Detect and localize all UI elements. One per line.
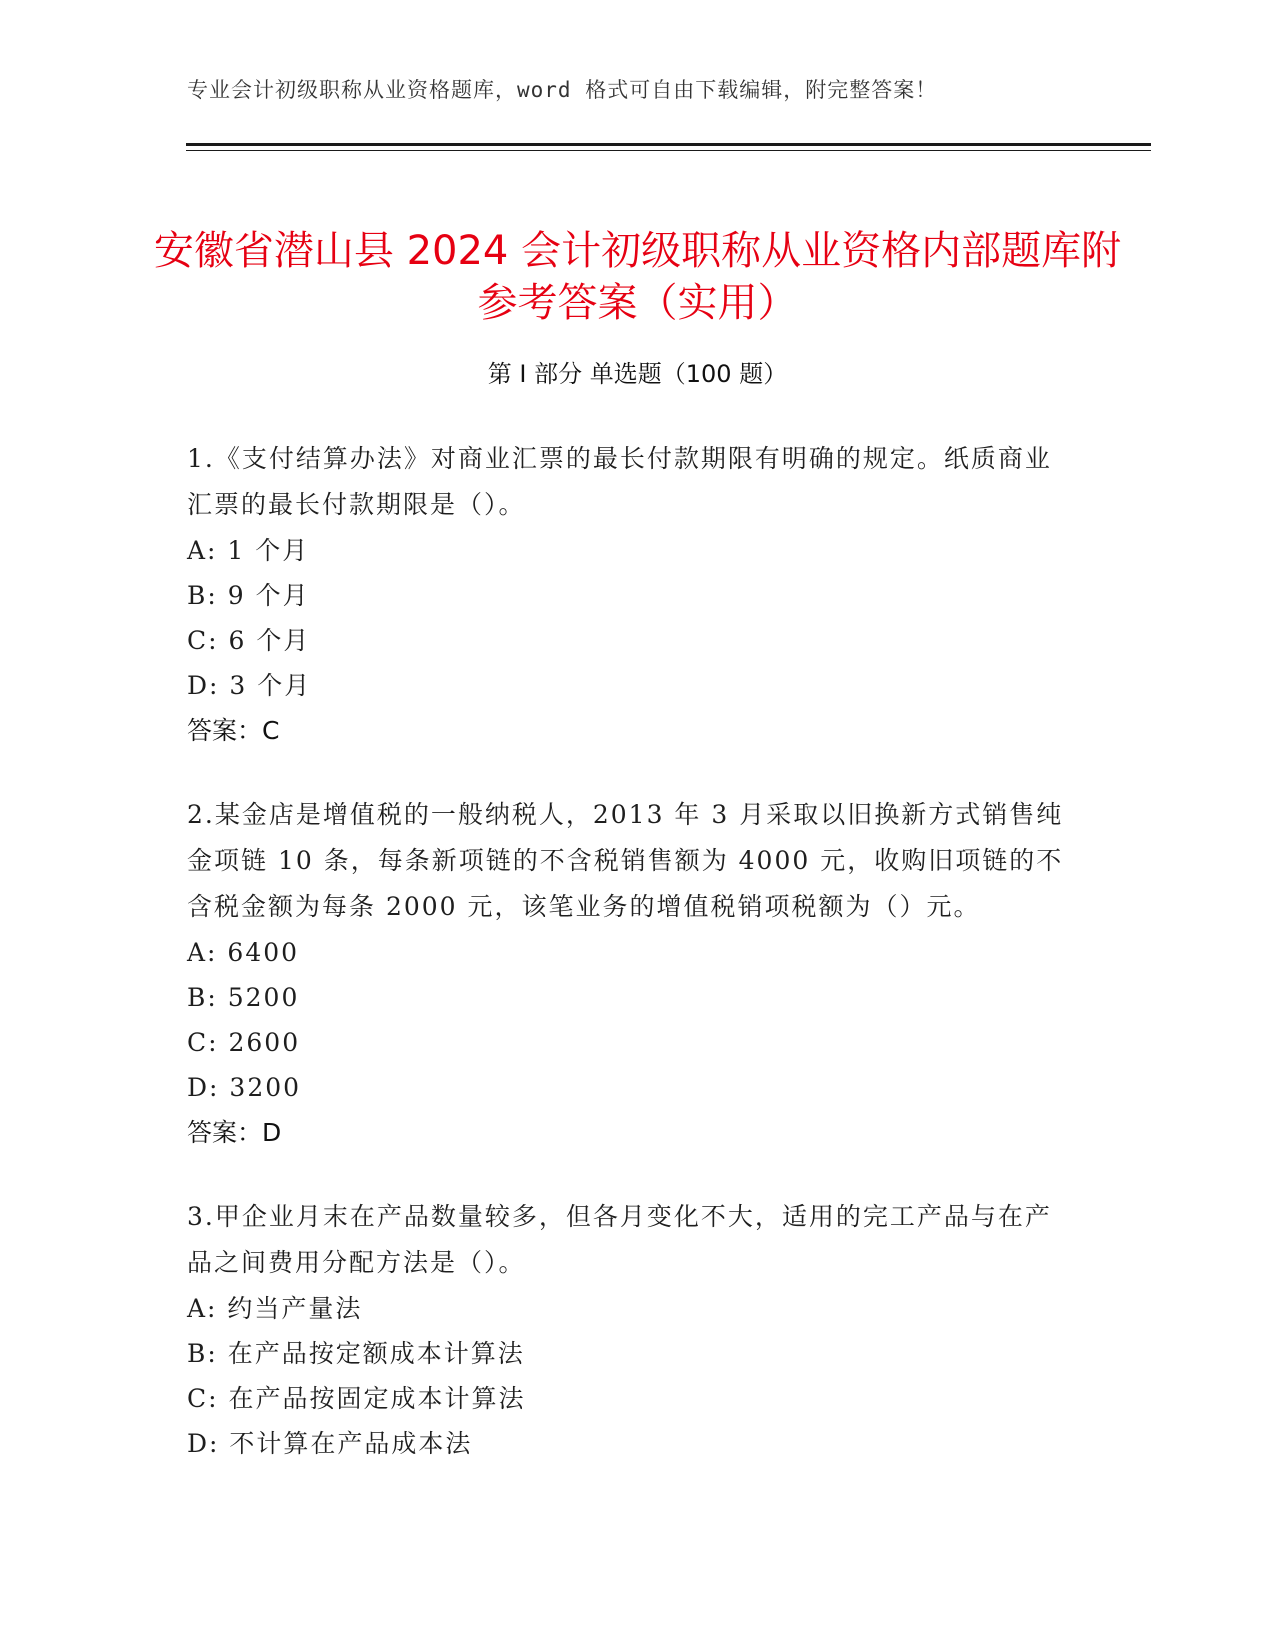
header-divider <box>186 143 1151 146</box>
answer: 答案：D <box>187 1118 282 1147</box>
question-1 <box>187 436 1067 754</box>
question-stem: 2.某金店是增值税的一般纳税人，2013 年 3 月采取以旧换新方式销售纯金项链 10 条，每条新项链的不含税销售额为 4000 元，收购旧项链的不含税金额为每条 2000 元，该笔业务的增值税销项税额为（）元。 <box>187 800 1064 921</box>
question-stem: 1.《支付结算办法》对商业汇票的最长付款期限有明确的规定。纸质商业汇票的最长付款期限是（）。 <box>187 444 1052 519</box>
option-a: A: 1 个月 <box>187 536 310 565</box>
option-c: C: 6 个月 <box>187 626 311 655</box>
header-note: 专业会计初级职称从业资格题库，word 格式可自由下载编辑，附完整答案！ <box>187 78 938 102</box>
answer: 答案：C <box>187 716 280 745</box>
header-divider-thin <box>186 150 1151 151</box>
option-b: B: 9 个月 <box>187 581 310 610</box>
document-title: 安徽省潜山县 2024 会计初级职称从业资格内部题库附参考答案（实用） <box>153 227 1122 326</box>
section-title: 第 I 部分 单选题（100 题） <box>487 360 788 388</box>
option-d: D: 3200 <box>187 1073 302 1102</box>
option-d: D: 不计算在产品成本法 <box>187 1429 473 1458</box>
question-stem: 3.甲企业月末在产品数量较多，但各月变化不大，适用的完工产品与在产品之间费用分配方法是（）。 <box>187 1202 1052 1277</box>
question-3 <box>187 1194 1067 1466</box>
option-b: B: 5200 <box>187 983 300 1012</box>
question-list <box>187 436 1067 1504</box>
question-2 <box>187 792 1067 1156</box>
option-b: B: 在产品按定额成本计算法 <box>187 1339 525 1368</box>
option-c: C: 2600 <box>187 1028 301 1057</box>
option-a: A: 6400 <box>187 938 300 967</box>
option-d: D: 3 个月 <box>187 671 312 700</box>
option-c: C: 在产品按固定成本计算法 <box>187 1384 526 1413</box>
option-a: A: 约当产量法 <box>187 1294 363 1323</box>
